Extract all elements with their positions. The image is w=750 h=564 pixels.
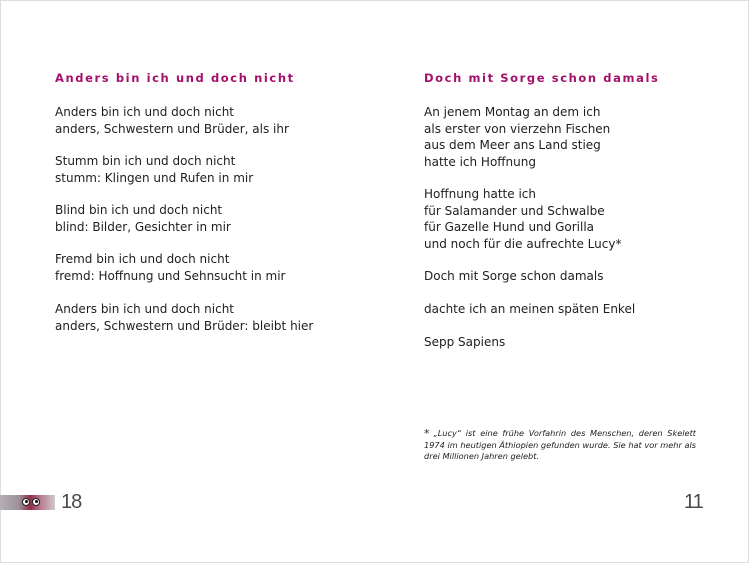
pupil-dot — [25, 500, 28, 503]
left-page-number: 18 — [61, 491, 82, 513]
left-stanza — [55, 153, 253, 186]
poem-line: Fremd bin ich und doch nicht — [55, 252, 230, 266]
right-stanza — [424, 268, 603, 285]
poem-line: blind: Bilder, Gesichter in mir — [55, 219, 231, 234]
left-stanza — [55, 301, 313, 334]
right-stanza — [424, 301, 635, 318]
right-page-number: 11 — [684, 491, 703, 513]
poem-line: anders, Schwestern und Brüder: bleibt hier — [55, 318, 314, 333]
decorative-image-strip — [0, 495, 55, 510]
poem-line: Stumm bin ich und doch nicht — [55, 154, 236, 168]
poem-line: stumm: Klingen und Rufen in mir — [55, 170, 254, 185]
footnote — [424, 428, 696, 463]
left-stanza — [55, 251, 285, 284]
poem-line: Doch mit Sorge schon damals — [424, 269, 604, 283]
left-poem-title: Anders bin ich und doch nicht — [55, 71, 295, 85]
poem-line: fremd: Hoffnung und Sehnsucht in mir — [55, 268, 286, 283]
poem-line: Blind bin ich und doch nicht — [55, 203, 223, 217]
author-signature — [424, 334, 505, 351]
poem-line: als erster von vierzehn Fischen — [424, 121, 611, 136]
left-stanza — [55, 104, 289, 137]
poem-line: anders, Schwestern und Brüder, als ihr — [55, 121, 289, 136]
right-stanza — [424, 186, 621, 252]
poem-line: Sepp Sapiens — [424, 335, 506, 349]
right-poem-title: Doch mit Sorge schon damals — [424, 71, 660, 85]
poem-line: aus dem Meer ans Land stieg — [424, 138, 601, 152]
footnote-text: „Lucy“ ist eine frühe Vorfahrin des Menschen, deren Skelett 1974 im heutigen Äthiopien gefunden wurde. Sie hat vor mehr als drei Millionen Jahren gelebt. — [424, 428, 696, 462]
right-stanza — [424, 104, 610, 170]
poem-line: hatte ich Hoffnung — [424, 154, 536, 169]
poem-line: für Salamander und Schwalbe — [424, 203, 605, 218]
poem-line: An jenem Montag an dem ich — [424, 105, 601, 119]
poem-line: Anders bin ich und doch nicht — [55, 302, 235, 316]
poem-line: und noch für die aufrechte Lucy* — [424, 236, 622, 251]
left-stanza — [55, 202, 231, 235]
footnote-marker: * — [424, 427, 430, 440]
poem-line: Hoffnung hatte ich — [424, 187, 536, 201]
poem-line: für Gazelle Hund und Gorilla — [424, 220, 595, 234]
poem-line: dachte ich an meinen späten Enkel — [424, 302, 636, 316]
pupil-dot — [35, 500, 38, 503]
poem-line: Anders bin ich und doch nicht — [55, 105, 235, 119]
